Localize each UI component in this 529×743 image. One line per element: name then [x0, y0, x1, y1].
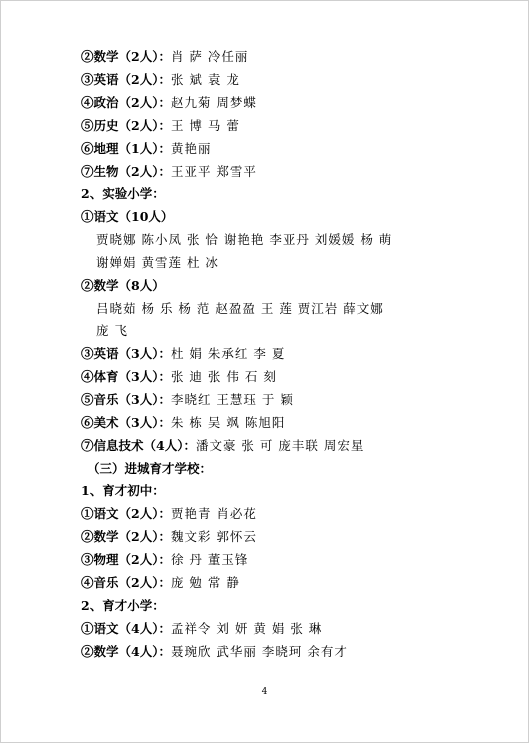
- line-label: ②数学（4人）：: [81, 644, 171, 659]
- line-names: 王亚平 郑雪平: [170, 164, 257, 179]
- line-label: ④政治（2人）：: [81, 95, 171, 110]
- line-names: 王 博 马 蕾: [170, 118, 240, 133]
- line-label: ④体育（3人）：: [81, 369, 171, 384]
- line-names: 贾晓娜 陈小凤 张 恰 谢艳艳 李亚丹 刘媛媛 杨 萌: [96, 232, 393, 247]
- text-line: [81, 438, 488, 454]
- text-line: [81, 529, 488, 545]
- line-names: 吕晓茹 杨 乐 杨 范 赵盈盈 王 莲 贾江岩 薛文娜: [96, 301, 384, 316]
- line-label: ②数学（2人）：: [81, 529, 171, 544]
- text-line: [96, 301, 488, 317]
- line-names: 谢婵娟 黄雪莲 杜 冰: [96, 255, 219, 270]
- line-label: ⑥美术（3人）：: [81, 415, 171, 430]
- text-line: [81, 209, 488, 225]
- line-label: ②数学（8人）: [81, 278, 165, 293]
- line-names: 魏文彩 郭怀云: [170, 529, 257, 544]
- line-label: （三）进城育才学校：: [87, 461, 213, 476]
- text-line: [81, 644, 488, 660]
- line-names: 潘文豪 张 可 庞丰联 周宏星: [195, 438, 365, 453]
- page-number: 4: [261, 687, 268, 697]
- text-line: [81, 392, 488, 408]
- text-line: [81, 483, 488, 499]
- text-line: [81, 278, 488, 294]
- line-label: ⑦信息技术（4人）：: [81, 438, 196, 453]
- line-names: 李晓红 王慧珏 于 颖: [170, 392, 294, 407]
- line-label: ③物理（2人）：: [81, 552, 171, 567]
- line-names: 庞 勉 常 静: [170, 575, 240, 590]
- text-line: [81, 72, 488, 88]
- line-names: 杜 娟 朱承红 李 夏: [170, 346, 286, 361]
- line-label: 1、育才初中：: [81, 483, 165, 498]
- line-label: ⑥地理（1人）：: [81, 141, 171, 156]
- line-label: 2、实验小学：: [81, 186, 165, 201]
- line-label: 2、育才小学：: [81, 598, 165, 613]
- text-line: [96, 232, 488, 248]
- line-label: ④音乐（2人）：: [81, 575, 171, 590]
- text-line: [81, 415, 488, 431]
- line-names: 徐 丹 董玉锋: [170, 552, 249, 567]
- line-names: 赵九菊 周梦蝶: [170, 95, 257, 110]
- line-label: ①语文（4人）：: [81, 621, 171, 636]
- text-line: [81, 621, 488, 637]
- line-label: ②数学（2人）：: [81, 49, 171, 64]
- line-names: 黄艳丽: [170, 141, 212, 156]
- line-names: 贾艳青 肖必花: [170, 506, 257, 521]
- line-label: ⑤音乐（3人）：: [81, 392, 171, 407]
- text-line: [81, 141, 488, 157]
- text-line: [81, 369, 488, 385]
- line-label: ①语文（10人）: [81, 209, 174, 224]
- text-line: [81, 186, 488, 202]
- line-names: 朱 栋 吴 飒 陈旭阳: [170, 415, 286, 430]
- line-label: ③英语（2人）：: [81, 72, 171, 87]
- text-line: [81, 95, 488, 111]
- text-line: [81, 164, 488, 180]
- text-line: [81, 598, 488, 614]
- line-names: 张 迪 张 伟 石 刻: [170, 369, 277, 384]
- line-names: 肖 萨 冷任丽: [170, 49, 249, 64]
- text-line: [81, 552, 488, 568]
- line-label: ⑦生物（2人）：: [81, 164, 171, 179]
- line-label: ①语文（2人）：: [81, 506, 171, 521]
- line-names: 张 斌 袁 龙: [170, 72, 240, 87]
- line-names: 孟祥令 刘 妍 黄 娟 张 琳: [170, 621, 323, 636]
- text-line: [81, 346, 488, 362]
- text-line: [96, 255, 488, 271]
- line-names: 庞 飞: [96, 323, 128, 338]
- text-line: [81, 575, 488, 591]
- text-line: [81, 118, 488, 134]
- text-line: [81, 49, 488, 65]
- line-names: 聂琬欣 武华丽 李晓珂 余有才: [170, 644, 348, 659]
- text-line: [81, 506, 488, 522]
- section-heading: [87, 461, 488, 477]
- line-label: ⑤历史（2人）：: [81, 118, 171, 133]
- line-label: ③英语（3人）：: [81, 346, 171, 361]
- text-line: [96, 323, 488, 339]
